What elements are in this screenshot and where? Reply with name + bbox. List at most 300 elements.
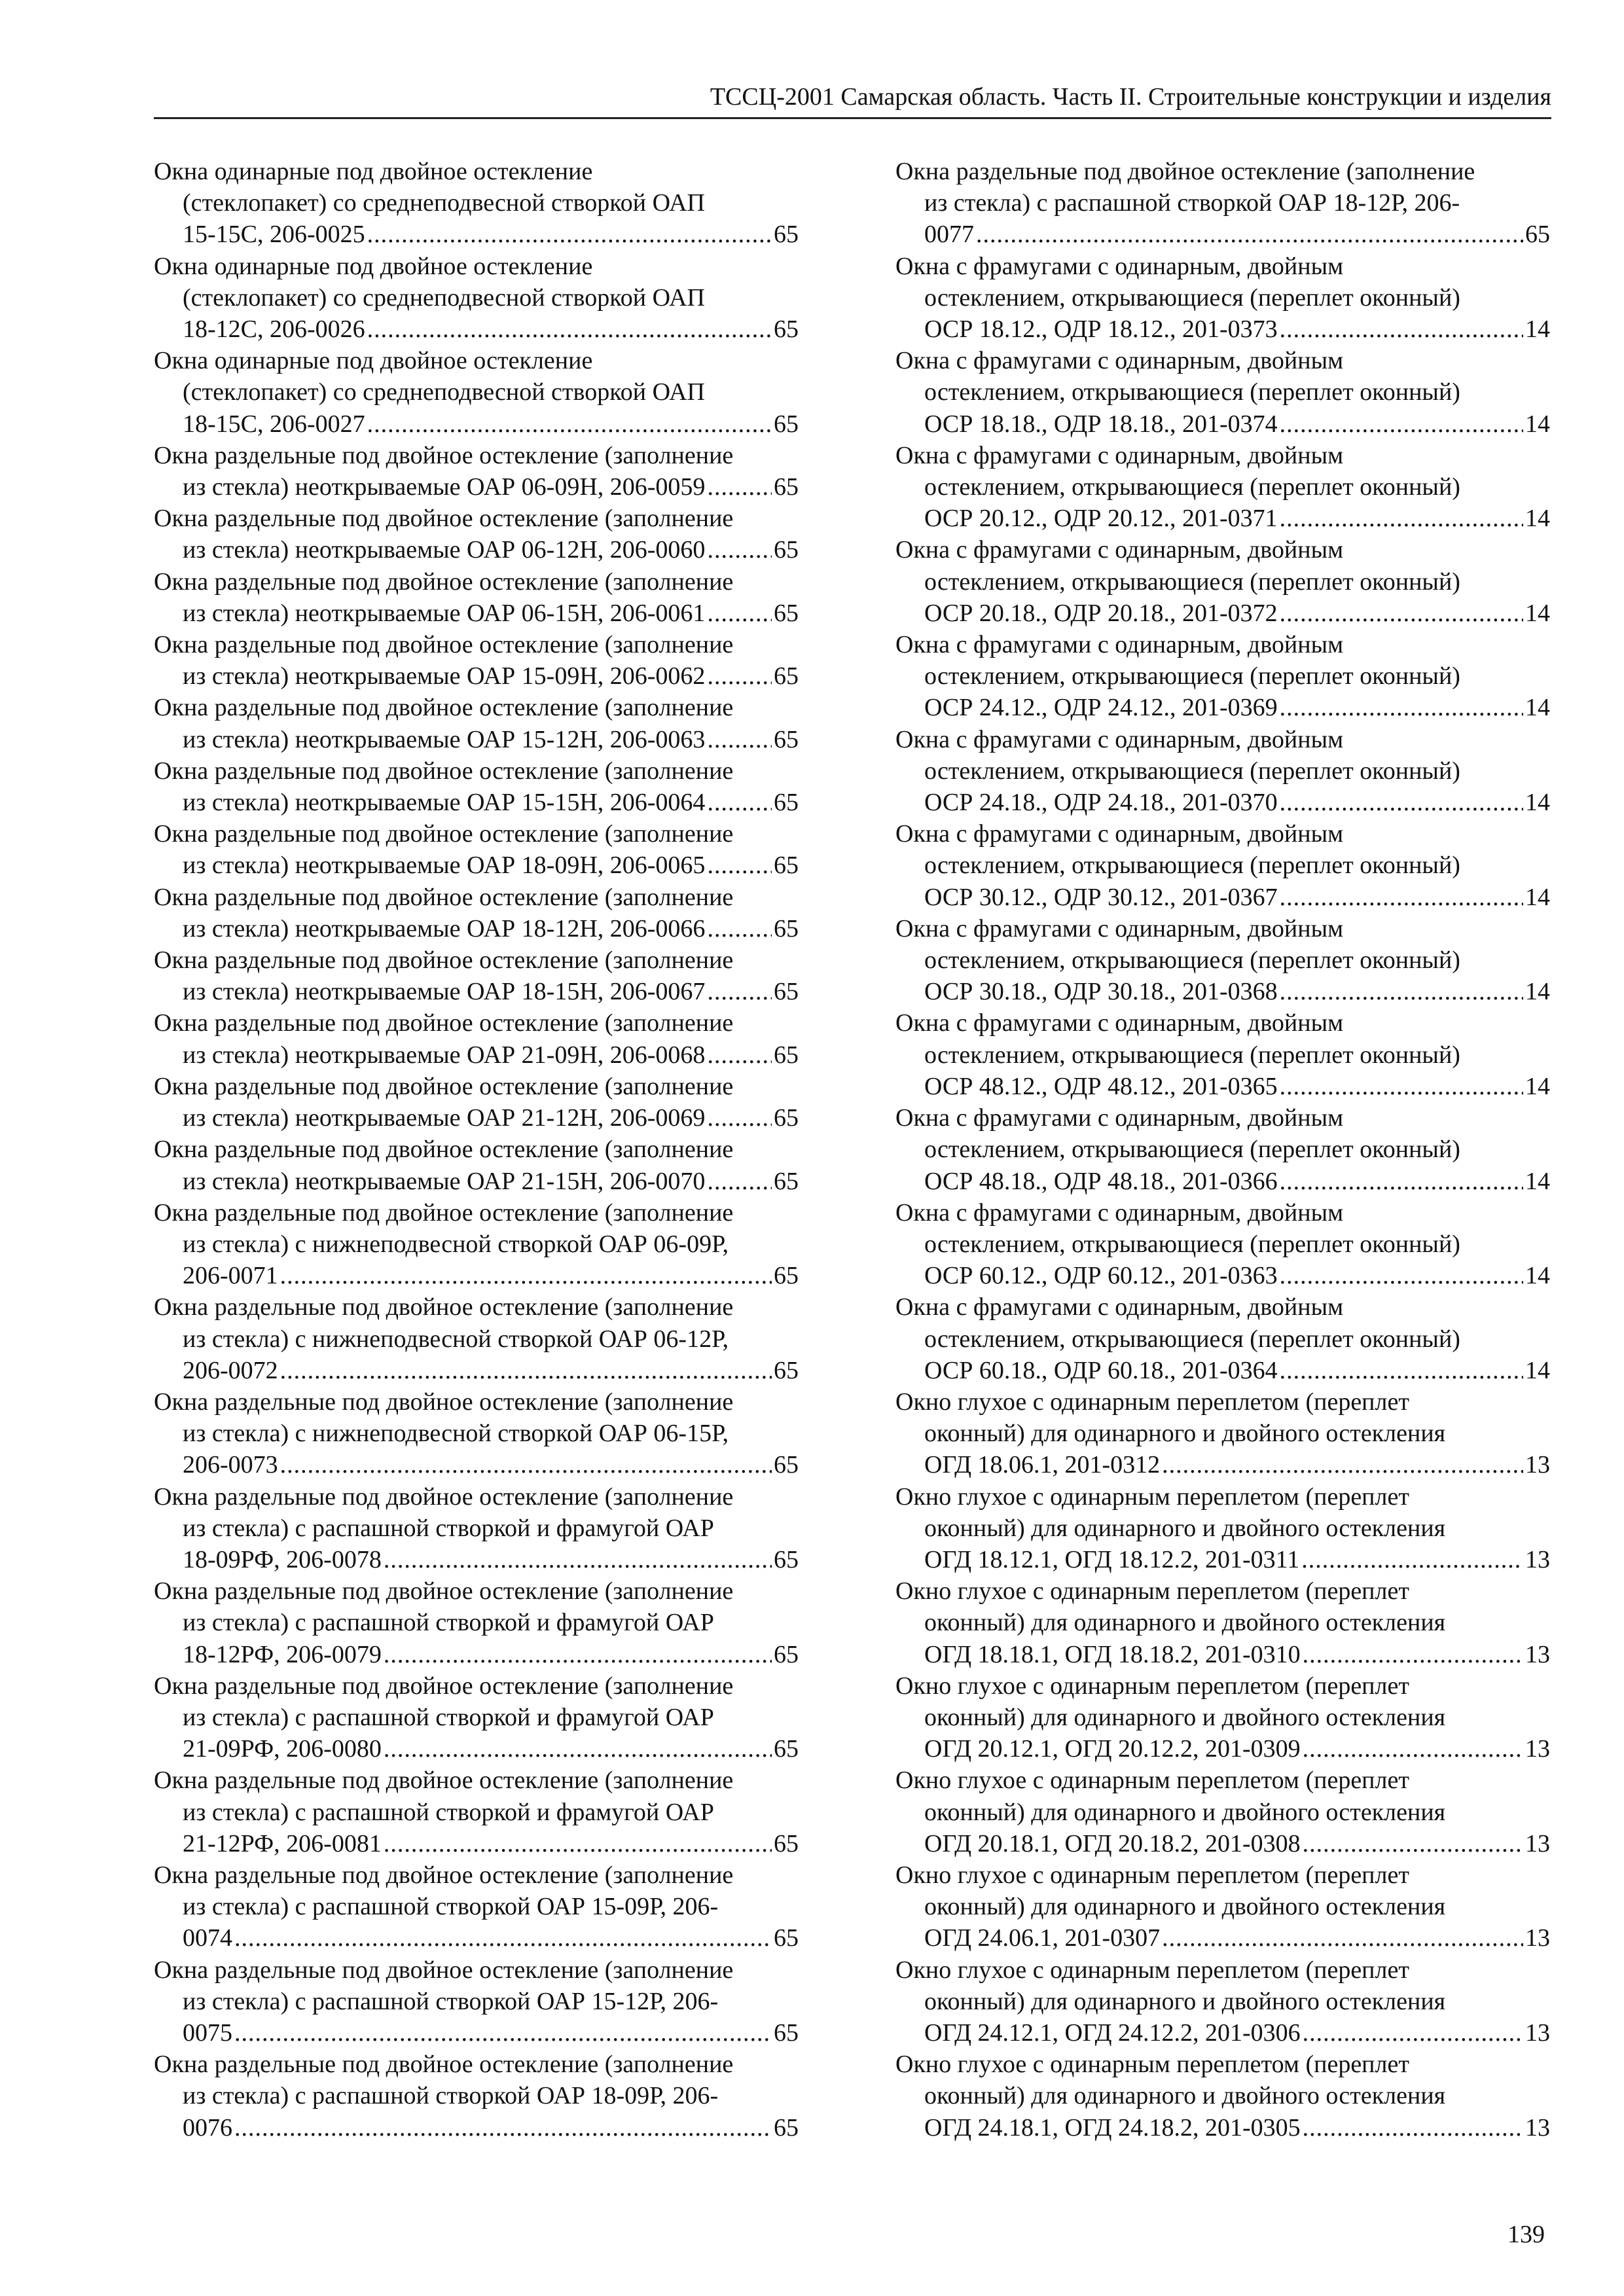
entry-page-ref: 14 xyxy=(1525,505,1550,533)
entry-last-line xyxy=(895,1922,1550,1954)
dot-leader xyxy=(1162,1922,1523,1954)
entry-line: из стекла) с распашной створкой ОАР 15-09Р, 206- xyxy=(183,1893,719,1921)
entry-line: оконный) для одинарного и двойного остекления xyxy=(924,1609,1446,1637)
entry-page-ref: 65 xyxy=(774,1451,799,1479)
dot-leader xyxy=(707,660,772,692)
entry-line: Окно глухое с одинарным переплетом (переплет xyxy=(895,1861,1409,1889)
dot-leader xyxy=(384,1639,772,1670)
entry-last-line xyxy=(154,219,799,250)
entry-text: из стекла) неоткрываемые ОАР 06-12Н, 206-0060 xyxy=(183,536,706,564)
entry-line: Окно глухое с одинарным переплетом (переплет xyxy=(895,2051,1409,2079)
index-entry xyxy=(154,1134,799,1196)
entry-line: Окна раздельные под двойное остекление (заполнение xyxy=(154,1388,734,1416)
entry-text: 206-0073 xyxy=(183,1451,278,1479)
entry-line: Окна с фрамугами с одинарным, двойным xyxy=(895,631,1344,659)
entry-text: 206-0071 xyxy=(183,1262,278,1290)
entry-line: из стекла) с распашной створкой ОАР 18-12Р, 206- xyxy=(924,189,1460,217)
entry-line: Окна раздельные под двойное остекление (заполнение xyxy=(154,1072,734,1100)
entry-line: Окна раздельные под двойное остекление (заполнение xyxy=(154,757,734,785)
entry-text: из стекла) неоткрываемые ОАР 18-09Н, 206-0065 xyxy=(183,852,706,880)
dot-leader xyxy=(707,787,772,818)
entry-page-ref: 14 xyxy=(1525,410,1550,438)
entry-last-line xyxy=(895,692,1550,723)
index-entry xyxy=(895,1007,1550,1102)
entry-line: Окно глухое с одинарным переплетом (переплет xyxy=(895,1482,1409,1511)
entry-last-line xyxy=(895,2017,1550,2049)
entry-last-line xyxy=(895,882,1550,913)
entry-page-ref: 14 xyxy=(1525,599,1550,627)
index-entry xyxy=(895,629,1550,724)
entry-last-line xyxy=(895,1639,1550,1670)
entry-line: Окна одинарные под двойное остекление xyxy=(154,252,593,280)
entry-text: из стекла) неоткрываемые ОАР 06-09Н, 206-0059 xyxy=(183,473,706,501)
entry-text: из стекла) неоткрываемые ОАР 21-09Н, 206-0068 xyxy=(183,1041,706,1069)
entry-last-line xyxy=(154,314,799,345)
entry-text: ОГД 24.06.1, 201-0307 xyxy=(924,1924,1161,1952)
entry-last-line xyxy=(895,408,1550,440)
dot-leader xyxy=(707,913,772,944)
entry-page-ref: 14 xyxy=(1525,978,1550,1006)
entry-page-ref: 65 xyxy=(774,978,799,1006)
entry-line: из стекла) с распашной створкой и фрамугой ОАР xyxy=(183,1514,714,1542)
entry-line: Окна раздельные под двойное остекление (заполнение xyxy=(154,1136,734,1164)
entry-text: ОСР 18.12., ОДР 18.12., 201-0373 xyxy=(924,315,1278,344)
entry-text: из стекла) неоткрываемые ОАР 21-12Н, 206-0069 xyxy=(183,1104,706,1132)
page-number: 139 xyxy=(1507,2221,1545,2248)
index-entry xyxy=(154,1481,799,1576)
entry-page-ref: 13 xyxy=(1525,1451,1550,1479)
entry-line: (стеклопакет) со среднеподвесной створкой ОАП xyxy=(183,378,705,406)
entry-last-line xyxy=(154,660,799,692)
index-entry xyxy=(154,692,799,755)
index-entry xyxy=(154,503,799,565)
entry-line: Окна раздельные под двойное остекление (заполнение xyxy=(154,1861,734,1889)
index-entry xyxy=(154,2049,799,2144)
entry-line: из стекла) с нижнеподвесной створкой ОАР 06-15Р, xyxy=(183,1420,729,1448)
dot-leader xyxy=(1303,1828,1523,1859)
dot-leader xyxy=(234,2017,772,2049)
entry-line: Окна раздельные под двойное остекление (заполнение xyxy=(154,567,734,596)
entry-page-ref: 65 xyxy=(774,1735,799,1763)
entry-page-ref: 65 xyxy=(774,599,799,627)
index-entry xyxy=(154,882,799,944)
dot-leader xyxy=(384,1544,772,1575)
entry-text: 18-12С, 206-0026 xyxy=(183,315,365,344)
entry-page-ref: 13 xyxy=(1525,1735,1550,1763)
entry-last-line xyxy=(154,724,799,755)
entry-text: ОГД 18.06.1, 201-0312 xyxy=(924,1451,1161,1479)
index-entry xyxy=(895,1197,1550,1292)
entry-line: Окна раздельные под двойное остекление (заполнение xyxy=(154,1672,734,1700)
entry-last-line xyxy=(154,2112,799,2144)
entry-text: ОСР 24.18., ОДР 24.18., 201-0370 xyxy=(924,789,1278,817)
entry-line: Окна раздельные под двойное остекление (заполнение xyxy=(154,1009,734,1037)
entry-line: Окна раздельные под двойное остекление (заполнение xyxy=(154,1577,734,1605)
entry-line: оконный) для одинарного и двойного остекления xyxy=(924,1420,1446,1448)
entry-last-line xyxy=(154,1102,799,1134)
entry-last-line xyxy=(154,913,799,944)
dot-leader xyxy=(1280,882,1523,913)
index-entry xyxy=(895,534,1550,629)
entry-last-line xyxy=(154,1355,799,1386)
entry-line: остеклением, открывающиеся (переплет оконный) xyxy=(924,1136,1460,1164)
index-column-left xyxy=(154,156,799,2144)
entry-line: из стекла) с распашной створкой и фрамугой ОАР xyxy=(183,1703,714,1731)
dot-leader xyxy=(1303,1733,1523,1765)
dot-leader xyxy=(1303,2112,1523,2144)
index-entry xyxy=(895,251,1550,346)
entry-last-line xyxy=(895,503,1550,534)
entry-line: Окна раздельные под двойное остекление (заполнение xyxy=(154,883,734,911)
entry-page-ref: 65 xyxy=(774,1829,799,1857)
entry-text: 21-09РФ, 206-0080 xyxy=(183,1735,382,1763)
entry-line: остеклением, открывающиеся (переплет оконный) xyxy=(924,852,1460,880)
entry-text: ОГД 20.18.1, ОГД 20.18.2, 201-0308 xyxy=(924,1829,1301,1857)
entry-line: Окна одинарные под двойное остекление xyxy=(154,158,593,185)
entry-line: Окна раздельные под двойное остекление (заполнение xyxy=(154,820,734,848)
dot-leader xyxy=(1280,787,1523,818)
index-entry xyxy=(154,440,799,503)
entry-page-ref: 65 xyxy=(774,662,799,691)
entry-line: остеклением, открывающиеся (переплет оконный) xyxy=(924,946,1460,975)
entry-line: Окна с фрамугами с одинарным, двойным xyxy=(895,914,1344,942)
dot-leader xyxy=(234,1922,772,1954)
dot-leader xyxy=(280,1260,772,1291)
dot-leader xyxy=(384,1828,772,1859)
entry-page-ref: 14 xyxy=(1525,1072,1550,1100)
dot-leader xyxy=(1280,598,1523,629)
entry-line: из стекла) с распашной створкой ОАР 15-12Р, 206- xyxy=(183,1987,719,2015)
entry-text: ОГД 18.12.1, ОГД 18.12.2, 201-0311 xyxy=(924,1545,1300,1573)
dot-leader xyxy=(1280,1260,1523,1291)
entry-page-ref: 65 xyxy=(1525,221,1550,249)
index-entry xyxy=(154,1954,799,2049)
entry-last-line xyxy=(895,1544,1550,1575)
index-entry xyxy=(895,913,1550,1008)
entry-last-line xyxy=(154,1166,799,1197)
index-entry xyxy=(154,1670,799,1765)
dot-leader xyxy=(707,471,772,503)
entry-last-line xyxy=(154,1260,799,1291)
entry-text: ОСР 48.18., ОДР 48.18., 201-0366 xyxy=(924,1167,1278,1195)
entry-page-ref: 13 xyxy=(1525,2018,1550,2047)
entry-last-line xyxy=(154,1449,799,1480)
entry-last-line xyxy=(154,1544,799,1575)
entry-text: из стекла) неоткрываемые ОАР 15-12Н, 206-0063 xyxy=(183,725,706,753)
entry-line: Окна с фрамугами с одинарным, двойным xyxy=(895,725,1344,753)
entry-page-ref: 65 xyxy=(774,1041,799,1069)
entry-last-line xyxy=(154,1828,799,1859)
entry-text: ОГД 18.18.1, ОГД 18.18.2, 201-0310 xyxy=(924,1640,1301,1668)
index-entry xyxy=(895,1954,1550,2049)
entry-page-ref: 13 xyxy=(1525,1829,1550,1857)
running-title: ТССЦ-2001 Самарская область. Часть II. Строительные конструкции и изделия xyxy=(710,83,1551,111)
index-entry xyxy=(895,724,1550,819)
entry-last-line xyxy=(154,1733,799,1765)
page-header xyxy=(154,79,1551,119)
entry-page-ref: 65 xyxy=(774,914,799,942)
entry-line: Окна с фрамугами с одинарным, двойным xyxy=(895,536,1344,564)
entry-last-line xyxy=(154,598,799,629)
entry-text: ОСР 60.18., ОДР 60.18., 201-0364 xyxy=(924,1356,1278,1384)
index-entry xyxy=(895,1670,1550,1765)
entry-text: из стекла) неоткрываемые ОАР 18-15Н, 206-0067 xyxy=(183,978,706,1006)
index-entry xyxy=(895,1291,1550,1386)
entry-line: оконный) для одинарного и двойного остекления xyxy=(924,1987,1446,2015)
index-entry xyxy=(154,345,799,440)
entry-line: остеклением, открывающиеся (переплет оконный) xyxy=(924,473,1460,501)
index-entry xyxy=(154,629,799,692)
entry-page-ref: 65 xyxy=(774,473,799,501)
entry-last-line xyxy=(895,1733,1550,1765)
index-entry xyxy=(895,1765,1550,1859)
entry-line: из стекла) с распашной створкой ОАР 18-09Р, 206- xyxy=(183,2082,719,2110)
entry-text: ОСР 60.12., ОДР 60.12., 201-0363 xyxy=(924,1262,1278,1290)
entry-text: 15-15С, 206-0025 xyxy=(183,221,365,249)
dot-leader xyxy=(367,219,772,250)
entry-page-ref: 65 xyxy=(774,789,799,817)
index-column-right xyxy=(895,156,1550,2144)
entry-page-ref: 65 xyxy=(774,1545,799,1573)
entry-line: Окна раздельные под двойное остекление (заполнение xyxy=(154,1482,734,1511)
entry-page-ref: 65 xyxy=(774,725,799,753)
entry-last-line xyxy=(154,2017,799,2049)
entry-last-line xyxy=(154,534,799,565)
entry-last-line xyxy=(154,408,799,440)
entry-text: 18-09РФ, 206-0078 xyxy=(183,1545,382,1573)
entry-page-ref: 65 xyxy=(774,1924,799,1952)
dot-leader xyxy=(1280,1355,1523,1386)
index-entry xyxy=(154,156,799,251)
entry-last-line xyxy=(154,1039,799,1071)
entry-page-ref: 65 xyxy=(774,315,799,344)
entry-last-line xyxy=(154,1639,799,1670)
entry-text: ОСР 18.18., ОДР 18.18., 201-0374 xyxy=(924,410,1278,438)
dot-leader xyxy=(1280,1071,1523,1102)
index-entry xyxy=(154,1291,799,1386)
entry-line: Окна раздельные под двойное остекление (заполнение xyxy=(154,441,734,469)
entry-line: остеклением, открывающиеся (переплет оконный) xyxy=(924,757,1460,785)
entry-page-ref: 65 xyxy=(774,1262,799,1290)
dot-leader xyxy=(280,1355,772,1386)
entry-line: Окна раздельные под двойное остекление (заполнение xyxy=(154,1293,734,1321)
dot-leader xyxy=(1162,1449,1523,1480)
entry-text: ОСР 30.12., ОДР 30.12., 201-0367 xyxy=(924,883,1278,911)
entry-text: 18-12РФ, 206-0079 xyxy=(183,1640,382,1668)
index-entry xyxy=(895,440,1550,535)
dot-leader xyxy=(1280,408,1523,440)
entry-line: Окна с фрамугами с одинарным, двойным xyxy=(895,1104,1344,1132)
dot-leader xyxy=(384,1733,772,1765)
entry-line: Окна раздельные под двойное остекление (заполнение xyxy=(154,2051,734,2079)
entry-page-ref: 65 xyxy=(774,2113,799,2142)
index-entry xyxy=(154,1575,799,1670)
entry-page-ref: 65 xyxy=(774,2018,799,2047)
entry-page-ref: 13 xyxy=(1525,1545,1550,1573)
index-entry xyxy=(895,345,1550,440)
index-entry xyxy=(154,818,799,881)
entry-page-ref: 65 xyxy=(774,1104,799,1132)
entry-last-line xyxy=(154,1922,799,1954)
entry-text: ОСР 24.12., ОДР 24.12., 201-0369 xyxy=(924,694,1278,722)
entry-page-ref: 65 xyxy=(774,221,799,249)
entry-line: остеклением, открывающиеся (переплет оконный) xyxy=(924,567,1460,596)
dot-leader xyxy=(1280,1166,1523,1197)
entry-text: из стекла) неоткрываемые ОАР 15-09Н, 206-0062 xyxy=(183,662,706,691)
entry-text: ОСР 48.12., ОДР 48.12., 201-0365 xyxy=(924,1072,1278,1100)
entry-line: (стеклопакет) со среднеподвесной створкой ОАП xyxy=(183,189,705,217)
entry-text: ОСР 30.18., ОДР 30.18., 201-0368 xyxy=(924,978,1278,1006)
index-entry xyxy=(154,944,799,1007)
entry-page-ref: 14 xyxy=(1525,1356,1550,1384)
dot-leader xyxy=(707,1039,772,1071)
entry-line: Окна раздельные под двойное остекление (заполнение xyxy=(895,158,1475,185)
entry-text: из стекла) неоткрываемые ОАР 18-12Н, 206-0066 xyxy=(183,914,706,942)
entry-text: ОСР 20.12., ОДР 20.12., 201-0371 xyxy=(924,505,1278,533)
index-entry xyxy=(895,1102,1550,1197)
entry-line: Окна раздельные под двойное остекление (заполнение xyxy=(154,694,734,722)
dot-leader xyxy=(1301,1544,1523,1575)
dot-leader xyxy=(1280,314,1523,345)
entry-text: из стекла) неоткрываемые ОАР 15-15Н, 206-0064 xyxy=(183,789,706,817)
entry-page-ref: 13 xyxy=(1525,1924,1550,1952)
index-entry xyxy=(154,1859,799,1954)
entry-last-line xyxy=(895,1449,1550,1480)
index-entry xyxy=(154,1197,799,1292)
entry-text: из стекла) неоткрываемые ОАР 21-15Н, 206-0070 xyxy=(183,1167,706,1195)
entry-line: Окна с фрамугами с одинарным, двойным xyxy=(895,441,1344,469)
entry-text: ОГД 20.12.1, ОГД 20.12.2, 201-0309 xyxy=(924,1735,1301,1763)
entry-text: 18-15С, 206-0027 xyxy=(183,410,365,438)
entry-line: (стеклопакет) со среднеподвесной створкой ОАП xyxy=(183,283,705,312)
dot-leader xyxy=(707,1102,772,1134)
entry-line: Окна одинарные под двойное остекление xyxy=(154,347,593,375)
entry-line: из стекла) с нижнеподвесной створкой ОАР 06-12Р, xyxy=(183,1325,729,1353)
entry-text: 0076 xyxy=(183,2113,232,2142)
entry-line: Окна раздельные под двойное остекление (заполнение xyxy=(154,1767,734,1795)
entry-line: остеклением, открывающиеся (переплет оконный) xyxy=(924,662,1460,691)
index-entry xyxy=(154,251,799,346)
entry-text: ОСР 20.18., ОДР 20.18., 201-0372 xyxy=(924,599,1278,627)
entry-last-line xyxy=(895,1828,1550,1859)
dot-leader xyxy=(707,598,772,629)
entry-line: из стекла) с распашной створкой и фрамугой ОАР xyxy=(183,1798,714,1826)
entry-line: остеклением, открывающиеся (переплет оконный) xyxy=(924,378,1460,406)
dot-leader xyxy=(234,2112,772,2144)
dot-leader xyxy=(707,976,772,1007)
entry-line: Окна с фрамугами с одинарным, двойным xyxy=(895,252,1344,280)
entry-last-line xyxy=(895,787,1550,818)
dot-leader xyxy=(707,534,772,565)
entry-line: оконный) для одинарного и двойного остекления xyxy=(924,1798,1446,1826)
entry-last-line xyxy=(895,219,1550,250)
index-entry xyxy=(895,1575,1550,1670)
index-entry xyxy=(154,1765,799,1859)
entry-line: Окно глухое с одинарным переплетом (переплет xyxy=(895,1672,1409,1700)
index-entry xyxy=(154,1071,799,1134)
index-entry xyxy=(895,156,1550,251)
entry-page-ref: 14 xyxy=(1525,789,1550,817)
index-entry xyxy=(154,755,799,818)
dot-leader xyxy=(367,314,772,345)
dot-leader xyxy=(1280,692,1523,723)
entry-text: 206-0072 xyxy=(183,1356,278,1384)
entry-text: 0077 xyxy=(924,221,974,249)
entry-line: Окна с фрамугами с одинарным, двойным xyxy=(895,1293,1344,1321)
index-entry xyxy=(895,1386,1550,1481)
index-entry xyxy=(895,1481,1550,1576)
entry-page-ref: 65 xyxy=(774,1167,799,1195)
entry-line: Окна раздельные под двойное остекление (заполнение xyxy=(154,631,734,659)
entry-line: Окно глухое с одинарным переплетом (переплет xyxy=(895,1577,1409,1605)
entry-line: оконный) для одинарного и двойного остекления xyxy=(924,1893,1446,1921)
entry-page-ref: 13 xyxy=(1525,1640,1550,1668)
entry-line: Окна с фрамугами с одинарным, двойным xyxy=(895,1009,1344,1037)
dot-leader xyxy=(1303,2017,1523,2049)
dot-leader xyxy=(280,1449,772,1480)
entry-line: Окна раздельные под двойное остекление (заполнение xyxy=(154,1198,734,1227)
entry-page-ref: 65 xyxy=(774,536,799,564)
entry-page-ref: 65 xyxy=(774,410,799,438)
entry-line: остеклением, открывающиеся (переплет оконный) xyxy=(924,1325,1460,1353)
entry-line: из стекла) с распашной створкой и фрамугой ОАР xyxy=(183,1609,714,1637)
index-entry xyxy=(895,1859,1550,1954)
entry-line: Окна раздельные под двойное остекление (заполнение xyxy=(154,505,734,533)
entry-page-ref: 14 xyxy=(1525,315,1550,344)
entry-text: 0074 xyxy=(183,1924,232,1952)
entry-line: Окно глухое с одинарным переплетом (переплет xyxy=(895,1388,1409,1416)
index-entry xyxy=(895,2049,1550,2144)
entry-line: из стекла) с нижнеподвесной створкой ОАР 06-09Р, xyxy=(183,1230,729,1258)
entry-last-line xyxy=(154,850,799,881)
dot-leader xyxy=(976,219,1523,250)
dot-leader xyxy=(1280,503,1523,534)
entry-text: 0075 xyxy=(183,2018,232,2047)
index-entry xyxy=(895,818,1550,913)
entry-last-line xyxy=(895,598,1550,629)
entry-last-line xyxy=(895,1166,1550,1197)
entry-line: оконный) для одинарного и двойного остекления xyxy=(924,2082,1446,2110)
entry-last-line xyxy=(895,314,1550,345)
entry-page-ref: 14 xyxy=(1525,694,1550,722)
entry-line: Окна раздельные под двойное остекление (заполнение xyxy=(154,946,734,975)
entry-line: Окно глухое с одинарным переплетом (переплет xyxy=(895,1956,1409,1984)
entry-text: из стекла) неоткрываемые ОАР 06-15Н, 206-0061 xyxy=(183,599,706,627)
entry-page-ref: 65 xyxy=(774,1356,799,1384)
index-entry xyxy=(154,1007,799,1070)
entry-line: Окна с фрамугами с одинарным, двойным xyxy=(895,820,1344,848)
entry-line: Окно глухое с одинарным переплетом (переплет xyxy=(895,1767,1409,1795)
entry-page-ref: 14 xyxy=(1525,883,1550,911)
dot-leader xyxy=(707,850,772,881)
index-entry xyxy=(154,566,799,629)
entry-text: 21-12РФ, 206-0081 xyxy=(183,1829,382,1857)
entry-page-ref: 13 xyxy=(1525,2113,1550,2142)
entry-line: оконный) для одинарного и двойного остекления xyxy=(924,1703,1446,1731)
entry-page-ref: 65 xyxy=(774,1640,799,1668)
dot-leader xyxy=(367,408,772,440)
entry-last-line xyxy=(895,1260,1550,1291)
entry-line: остеклением, открывающиеся (переплет оконный) xyxy=(924,1041,1460,1069)
dot-leader xyxy=(707,1166,772,1197)
entry-last-line xyxy=(895,1071,1550,1102)
index-entry xyxy=(154,1386,799,1481)
entry-line: остеклением, открывающиеся (переплет оконный) xyxy=(924,1230,1460,1258)
entry-text: ОГД 24.18.1, ОГД 24.18.2, 201-0305 xyxy=(924,2113,1301,2142)
dot-leader xyxy=(707,724,772,755)
entry-last-line xyxy=(895,2112,1550,2144)
entry-page-ref: 65 xyxy=(774,852,799,880)
